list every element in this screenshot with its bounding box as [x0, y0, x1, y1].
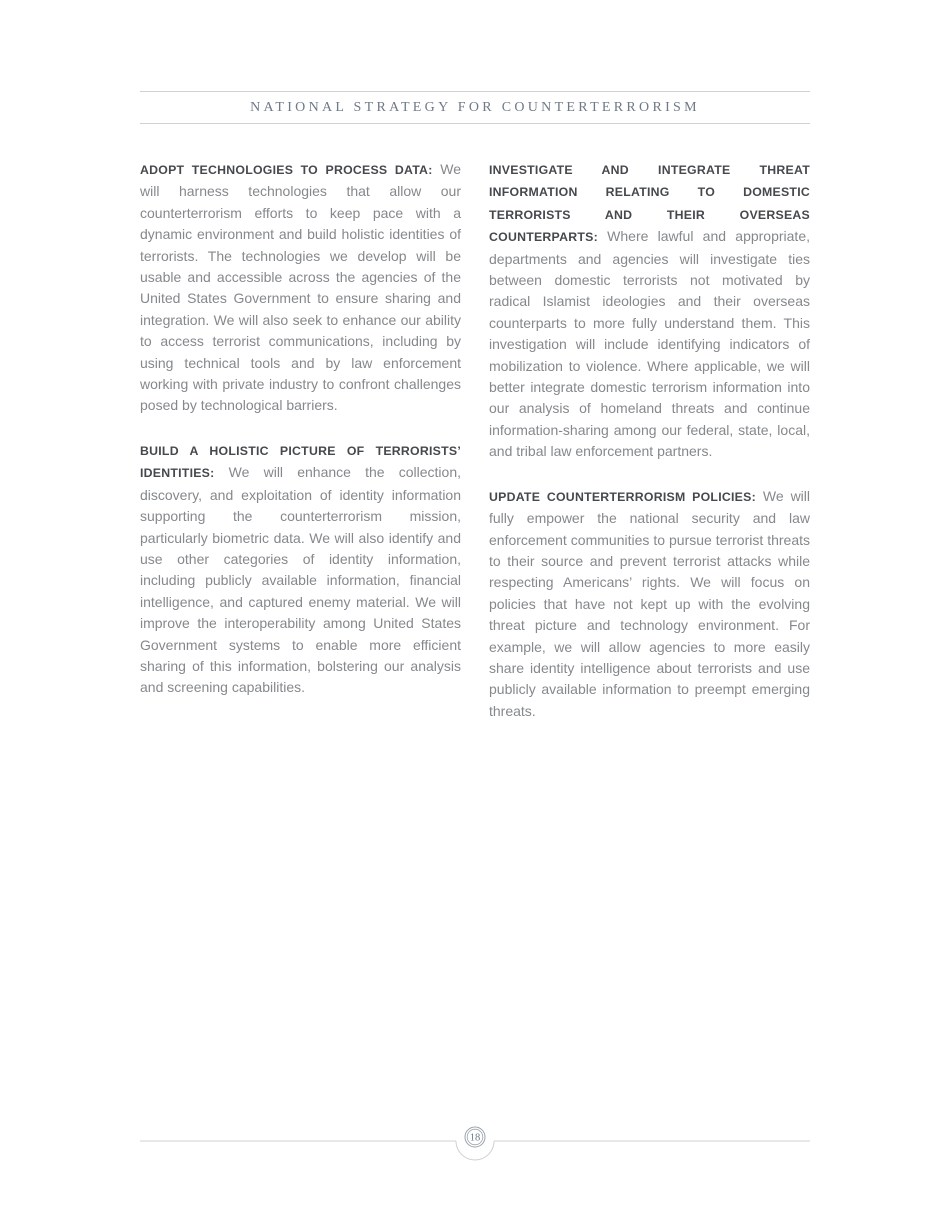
policy-body: We will enhance the collection, discovery, and exploitation of identity information supporting the counterterrorism mission, particularly biometric data. We will also identify and use other categories of identity information, including publicly available information, financial intelligence, and captured enemy material. We will improve the interoperability among United States Government systems to enable more efficient sharing of this information, bolstering our analysis and screening capabilities.	[140, 464, 462, 696]
policy-paragraph	[140, 440, 461, 699]
policy-body: We will fully empower the national security and law enforcement communities to pursue terrorist threats to their source and prevent terrorist attacks while respecting Americans’ rights. We will focus on policies that have not kept up with the evolving threat picture and technology environment. For example, we will allow agencies to more easily share identity intelligence about terrorists and use publicly available information to preempt emerging threats.	[489, 487, 811, 719]
policy-lead: BUILD A HOLISTIC PICTURE OF TERRORISTS’ IDENTITIES:	[140, 443, 461, 481]
policy-lead: INVESTIGATE AND INTEGRATE THREAT INFORMATION RELATING TO DOMESTIC TERRORISTS AND THEIR OVERSEAS COUNTERPARTS:	[489, 163, 810, 245]
footer-ornament	[140, 1106, 810, 1176]
policy-lead: UPDATE COUNTERTERRORISM POLICIES:	[489, 489, 756, 504]
policy-body: Where lawful and appropriate, departments and agencies will investigate ties between domestic terrorists not motivated by radical Islamist ideologies and their overseas counterparts to more fully understand them. This investigation will include identifying indicators of mobilization to violence. Where applicable, we will better integrate domestic terrorism information into our analysis of homeland threats and continue information-sharing among our federal, state, local, and tribal law enforcement partners.	[489, 228, 810, 460]
column-left	[140, 159, 461, 745]
column-right	[489, 159, 810, 745]
page-number: 18	[469, 1132, 481, 1144]
running-title: NATIONAL STRATEGY FOR COUNTERTERRORISM	[250, 99, 700, 115]
policy-lead: ADOPT TECHNOLOGIES TO PROCESS DATA:	[140, 163, 433, 177]
text-columns	[140, 159, 810, 745]
header-band	[140, 91, 810, 124]
policy-paragraph	[489, 486, 810, 722]
policy-paragraph	[140, 159, 461, 417]
policy-paragraph	[489, 159, 810, 463]
policy-body: We will harness technologies that allow our counterterrorism efforts to keep pace with a dynamic environment and build holistic identities of terrorists. The technologies we develop will be usable and accessible across the agencies of the United States Government to ensure sharing and integration. We will also seek to enhance our ability to access terrorist communications, including by using technical tools and by law enforcement working with private industry to confront challenges posed by technological barriers.	[140, 161, 462, 414]
